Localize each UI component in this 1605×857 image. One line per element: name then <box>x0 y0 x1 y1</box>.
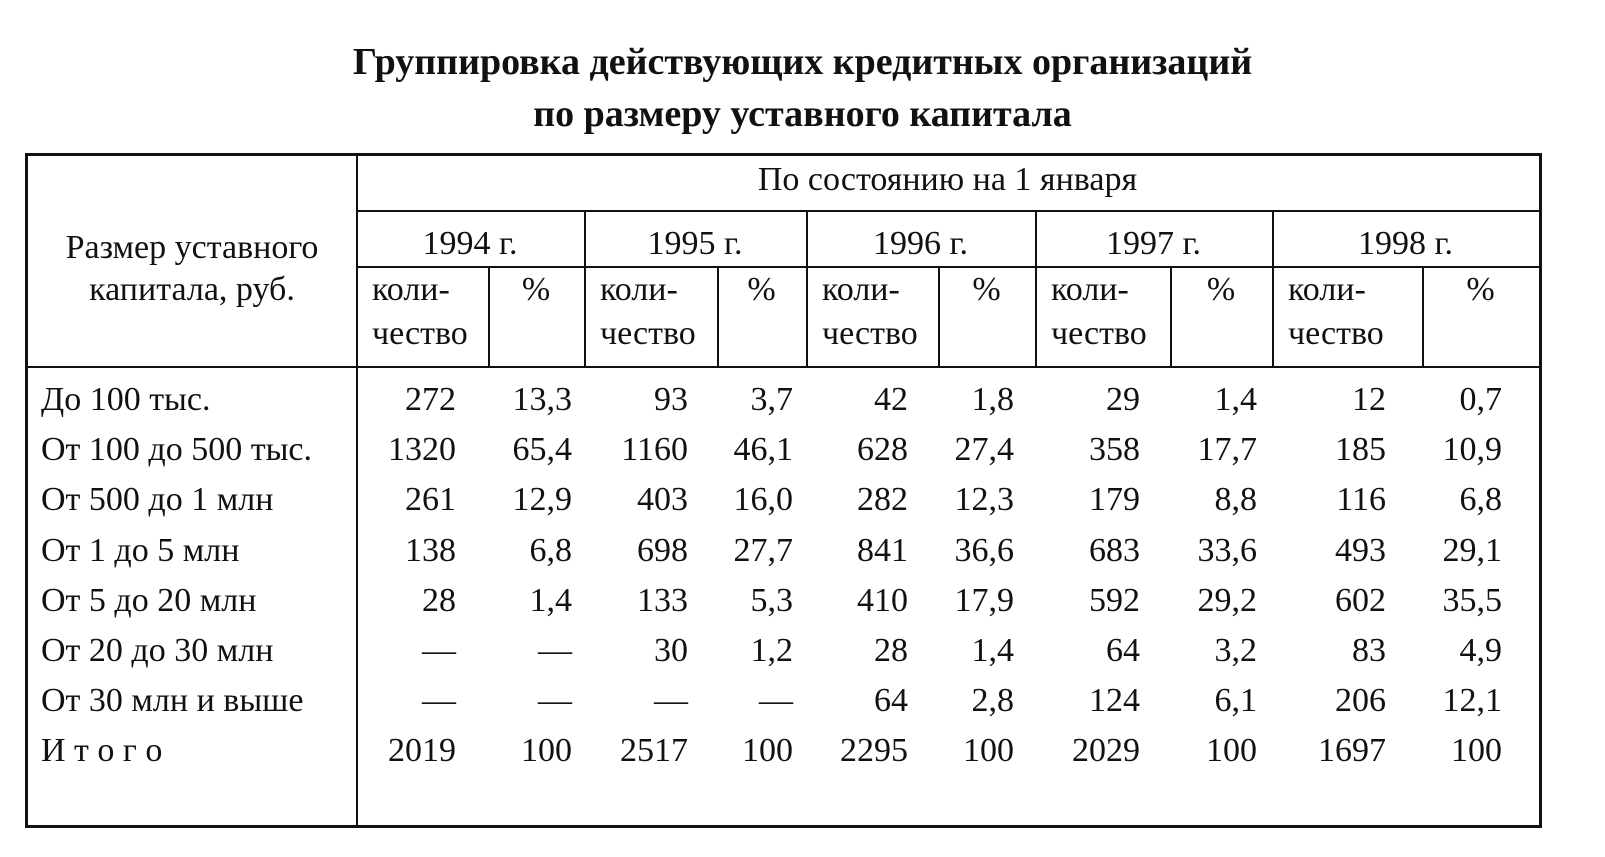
count-cell: 28 <box>422 582 456 619</box>
count-cell: 602 <box>1335 582 1386 619</box>
count-cell: 42 <box>874 381 908 418</box>
percent-cell: 1,2 <box>750 632 793 669</box>
count-cell: 592 <box>1089 582 1140 619</box>
count-cell: 628 <box>857 431 908 468</box>
percent-cell: 100 <box>742 732 793 769</box>
count-cell: 179 <box>1089 481 1140 518</box>
count-cell: — <box>422 632 456 669</box>
percent-header: % <box>747 271 776 308</box>
percent-header: % <box>1206 271 1236 308</box>
count-header-line-1: коли- <box>1051 271 1129 308</box>
percent-cell: 100 <box>963 732 1014 769</box>
row-label: От 100 до 500 тыс. <box>41 431 313 468</box>
percent-cell: 65,4 <box>512 431 572 468</box>
year-header: 1994 г. <box>422 225 518 262</box>
count-cell: 698 <box>637 532 688 569</box>
count-cell: 1320 <box>388 431 456 468</box>
percent-cell: 13,3 <box>512 381 572 418</box>
group-header-divider <box>356 210 1539 212</box>
percent-cell: 100 <box>1451 732 1502 769</box>
count-cell: 841 <box>857 532 908 569</box>
percent-cell: 100 <box>521 732 572 769</box>
count-cell: 493 <box>1335 532 1386 569</box>
percent-cell: 6,8 <box>529 532 572 569</box>
percent-cell: 17,9 <box>954 582 1014 619</box>
percent-cell: — <box>538 682 572 719</box>
row-label-header-line-2: капитала, руб. <box>89 271 295 308</box>
percent-cell: 1,8 <box>971 381 1014 418</box>
count-cell: — <box>422 682 456 719</box>
row-label: И т о г о <box>41 732 163 769</box>
year-header: 1996 г. <box>872 225 969 262</box>
count-cell: 133 <box>637 582 688 619</box>
count-cell: 29 <box>1106 381 1140 418</box>
count-cell: 12 <box>1352 381 1386 418</box>
count-header-line-2: чество <box>600 315 696 352</box>
row-label: От 5 до 20 млн <box>41 582 257 619</box>
percent-cell: 1,4 <box>971 632 1014 669</box>
percent-cell: 1,4 <box>529 582 572 619</box>
percent-header: % <box>1466 271 1495 308</box>
count-cell: 185 <box>1335 431 1386 468</box>
count-cell: 358 <box>1089 431 1140 468</box>
percent-cell: 29,2 <box>1197 582 1257 619</box>
count-cell: 64 <box>874 682 908 719</box>
percent-cell: 16,0 <box>733 481 793 518</box>
percent-cell: — <box>538 632 572 669</box>
percent-cell: 3,7 <box>750 381 793 418</box>
count-header-line-1: коли- <box>822 271 900 308</box>
count-cell: 93 <box>654 381 688 418</box>
percent-cell: 100 <box>1206 732 1257 769</box>
count-cell: 64 <box>1106 632 1140 669</box>
percent-cell: 2,8 <box>971 682 1014 719</box>
percent-cell: 4,9 <box>1459 632 1502 669</box>
year-header: 1995 г. <box>647 225 743 262</box>
count-cell: 124 <box>1089 682 1140 719</box>
year-header: 1998 г. <box>1357 225 1454 262</box>
table-title <box>0 36 1605 140</box>
count-header-line-2: чество <box>1288 315 1384 352</box>
count-cell: 30 <box>654 632 688 669</box>
count-cell: 261 <box>405 481 456 518</box>
percent-cell: 35,5 <box>1442 582 1502 619</box>
count-cell: 1160 <box>621 431 688 468</box>
percent-cell: 10,9 <box>1442 431 1502 468</box>
group-header: По состоянию на 1 января <box>757 161 1138 198</box>
count-cell: 206 <box>1335 682 1386 719</box>
count-cell: 403 <box>637 481 688 518</box>
count-header-line-1: коли- <box>600 271 678 308</box>
count-cell: 410 <box>857 582 908 619</box>
count-cell: 272 <box>405 381 456 418</box>
year-header: 1997 г. <box>1105 225 1202 262</box>
statistics-table <box>25 153 1542 828</box>
percent-cell: 36,6 <box>954 532 1014 569</box>
row-label-header-line-1: Размер уставного <box>65 229 319 266</box>
count-header-line-2: чество <box>372 315 468 352</box>
row-label: От 1 до 5 млн <box>41 532 240 569</box>
count-cell: 83 <box>1352 632 1386 669</box>
title-line-2: по размеру уставного капитала <box>533 93 1072 135</box>
percent-cell: 27,4 <box>954 431 1014 468</box>
count-cell: 2517 <box>620 732 688 769</box>
percent-cell: 5,3 <box>750 582 793 619</box>
percent-cell: 27,7 <box>733 532 793 569</box>
percent-cell: 1,4 <box>1214 381 1257 418</box>
count-header-line-2: чество <box>822 315 918 352</box>
count-cell: — <box>654 682 688 719</box>
percent-cell: 8,8 <box>1214 481 1257 518</box>
header-body-divider <box>28 366 1539 368</box>
count-cell: 1697 <box>1318 732 1386 769</box>
year-header-divider <box>356 266 1539 268</box>
count-header-line-2: чество <box>1051 315 1147 352</box>
row-label: От 20 до 30 млн <box>41 632 274 669</box>
percent-cell: 12,1 <box>1442 682 1502 719</box>
percent-cell: 46,1 <box>733 431 793 468</box>
count-cell: 282 <box>857 481 908 518</box>
count-cell: 28 <box>874 632 908 669</box>
count-cell: 2295 <box>840 732 908 769</box>
row-label: До 100 тыс. <box>41 381 211 418</box>
percent-cell: 12,3 <box>954 481 1014 518</box>
count-cell: 116 <box>1336 481 1386 518</box>
row-label: От 500 до 1 млн <box>41 481 274 518</box>
percent-header: % <box>972 271 1001 308</box>
row-label: От 30 млн и выше <box>41 682 304 719</box>
percent-header: % <box>521 271 551 308</box>
count-header-line-1: коли- <box>1288 271 1366 308</box>
percent-cell: 6,8 <box>1459 481 1502 518</box>
percent-cell: 17,7 <box>1197 431 1257 468</box>
count-cell: 2019 <box>388 732 456 769</box>
title-line-1: Группировка действующих кредитных организаций <box>352 41 1253 83</box>
count-cell: 683 <box>1089 532 1140 569</box>
count-cell: 138 <box>405 532 456 569</box>
percent-cell: 12,9 <box>512 481 572 518</box>
percent-cell: 3,2 <box>1214 632 1257 669</box>
percent-cell: 29,1 <box>1442 532 1502 569</box>
percent-cell: 6,1 <box>1214 682 1257 719</box>
percent-cell: 0,7 <box>1459 381 1502 418</box>
percent-cell: 33,6 <box>1197 532 1257 569</box>
count-cell: 2029 <box>1072 732 1140 769</box>
count-header-line-1: коли- <box>372 271 450 308</box>
percent-cell: — <box>759 682 793 719</box>
